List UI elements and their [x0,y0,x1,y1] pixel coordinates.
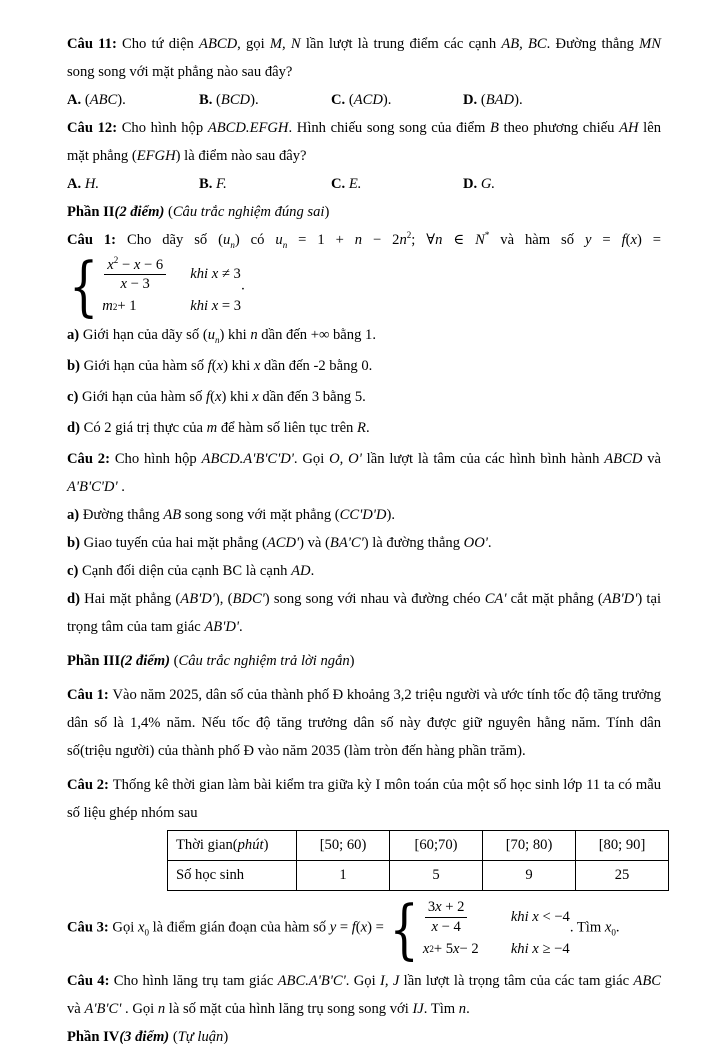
table-row-header [168,831,669,861]
question-12-options [67,170,661,198]
part-2-header: Phần II(2 điểm) (Câu trắc nghiệm đúng sai) [67,204,330,220]
question-12-option-c: C. E. [331,176,362,192]
question-12-text: Câu 12: Cho hình hộp ABCD.EFGH. Hình chiếu song song của điểm B theo phương chiếu AH lên mặt phẳng (EFGH) là điểm nào sau đây? [67,120,662,164]
table-cell-count-3: 9 [483,861,576,891]
table-cell-count-label: Số học sinh [168,861,297,891]
question-12-option-d: D. G. [463,176,496,192]
table-cell-bin-3: [70; 80) [483,831,576,861]
frequency-table [167,830,669,891]
question-11-option-c: C. (ACD). [331,92,392,108]
question-12-option-a: A. H. [67,176,100,192]
part2-question-1-item-b: b) Giới hạn của hàm số f(x) khi x dần đến -2 bằng 0. [67,358,373,375]
question-11-option-d: D. (BAD). [463,92,523,108]
part3-question-4-text: Câu 4: Cho hình lăng trụ tam giác ABC.A'B'C'. Gọi I, J lần lượt là trọng tâm của các tam giác ABC và A'B'C' . Gọi n là số mặt của hình lăng trụ song song với IJ. Tìm n. [67,972,661,1017]
part2-question-1-text: Câu 1: Cho dãy số $(u_n)$ có $u_n = 1 + n - 2n^2$; ∀n ∈ N* và hàm số y = f(x) = { $\frac{x^2 - x - 6}{x - 3}$ khi x ≠ 3 m 2 + 1 khi x = 3 . [67,230,662,325]
part2-question-2-item-b: b) Giao tuyến của hai mặt phẳng (ACD') và (BA'C') là đường thẳng OO'. [67,535,492,552]
table-cell-bin-2: [60;70) [390,831,483,861]
part2-question-2-text: Câu 2: Cho hình hộp ABCD.A'B'C'D'. Gọi O, O' lần lượt là tâm của các hình bình hành ABCD và A'B'C'D' . [67,451,661,496]
table-cell-bin-4: [80; 90] [576,831,669,861]
table-cell-count-2: 5 [390,861,483,891]
part2-question-1-item-c: c) Giới hạn của hàm số f(x) khi x dần đến 3 bằng 5. [67,389,366,406]
part2-question-1-item-a: a) Giới hạn của dãy số $(u_n)$ khi n dần đến +∞ bằng 1. [67,327,376,346]
cases-brace: { [69,248,99,325]
part3-question-2-text: Câu 2: Thống kê thời gian làm bài kiểm tra giữa kỳ I môn toán của một số học sinh lớp 11 ta có mẫu số liệu ghép nhóm sau [67,777,662,822]
question-12-option-b: B. F. [199,176,227,192]
question-11-text: Câu 11: Cho tứ diện ABCD, gọi M, N lần lượt là trung điểm các cạnh AB, BC. Đường thẳng MN song song với mặt phẳng nào sau đây? [67,36,662,80]
table-cell-count-4: 25 [576,861,669,891]
part3-question-3-text: Câu 3: Gọi $x_0$ là điểm gián đoạn của hàm số y = f(x) = { $\frac{3x + 2}{x - 4}$ khi x < −4 x 2 + 5 x − 2 khi x ≥ −4 . Tìm $x_0$. [67,890,620,967]
table-row-values [168,861,669,891]
table-cell-time-label: Thời gian(phút) [168,831,297,861]
part-4-header: Phần IV(3 điểm) (Tự luận) [67,1028,229,1045]
cases-brace: { [389,890,419,967]
part2-question-2-item-d: d) Hai mặt phẳng (AB'D'), (BDC') song song với nhau và đường chéo CA' cắt mặt phẳng (AB'D') tại trọng tâm của tam giác AB'D'. [67,591,661,636]
part2-question-1-item-d: d) Có 2 giá trị thực của m để hàm số liên tục trên R. [67,420,370,437]
part3-question-1-text: Câu 1: Vào năm 2025, dân số của thành phố Đ khoảng 3,2 triệu người và ước tính tốc độ tăng trưởng dân số là 1,4% năm. Nếu tốc độ tăng trưởng dân số này được giữ nguyên hằng năm. Tính dân số(triệu người) của thành phố Đ vào năm 2035 (làm tròn đến hàng phần trăm). [67,687,661,760]
question-11-option-a: A. (ABC). [67,92,126,108]
table-cell-count-1: 1 [297,861,390,891]
question-11-options [67,86,661,114]
question-11-option-b: B. (BCD). [199,92,259,108]
table-cell-bin-1: [50; 60) [297,831,390,861]
part-3-header: Phần III(2 điểm) (Câu trắc nghiệm trả lời ngắn) [67,653,355,670]
part2-question-2-item-a: a) Đường thẳng AB song song với mặt phẳng (CC'D'D). [67,507,395,524]
part2-question-2-item-c: c) Cạnh đối diện của cạnh BC là cạnh AD. [67,563,315,580]
